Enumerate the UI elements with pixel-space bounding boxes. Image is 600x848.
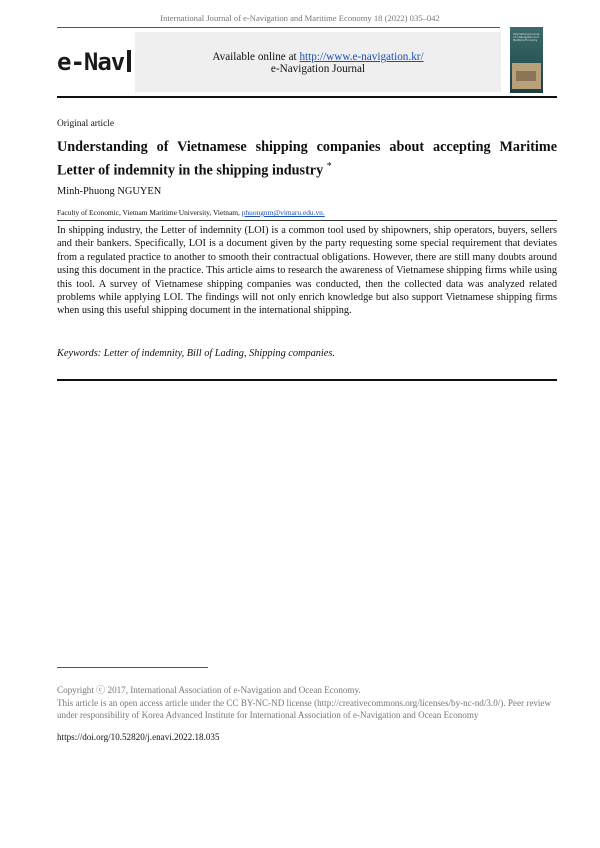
doi-link[interactable]: https://doi.org/10.52820/j.enavi.2022.18.035 (57, 732, 220, 742)
journal-cover-thumbnail (510, 27, 543, 93)
logo-text: e-Nav (57, 48, 125, 76)
copyright-notice: Copyright ⓒ 2017, International Association of e-Navigation and Ocean Economy. (57, 685, 361, 695)
author-name: Minh-Phuong NGUYEN (57, 186, 162, 197)
keywords: Keywords: Letter of indemnity, Bill of Lading, Shipping companies. (57, 348, 335, 359)
header-rule (57, 27, 500, 28)
license-notice: This article is an open access article under the CC BY-NC-ND license (http://creativecommons.org/licenses/by-nc-nd/3.0/). Peer review under responsibility of Korea Advanced Institute for International Association of e-Navigation and Ocean Economy (57, 698, 552, 720)
article-type: Original article (57, 119, 115, 129)
article-title (57, 137, 557, 181)
journal-website-link[interactable]: http://www.e-navigation.kr/ (299, 51, 424, 63)
journal-citation-line: International Journal of e-Navigation and Maritime Economy 18 (2022) 035–042 (160, 13, 440, 23)
footnote-rule (57, 667, 208, 668)
abstract-bottom-rule (57, 379, 557, 381)
abstract-text: In shipping industry, the Letter of indemnity (LOI) is a common tool used by shipowners, ship operators, buyers, sellers and their bankers. Specifically, LOI is a document given by the party requesting some special requirement that deviates from a regulated practice to another to smooth their contractual obligations. However, there are still many doubts around using this document in the practice. This article aims to research the awareness of Vietnamese shipping firms while using this tool. A survey of Vietnamese shipping companies was conducted, then the collected data was analyzed related problems while applying LOI. The findings will not only enrich knowledge but also support Vietnamese shipping firms when using this useful shipping document in the international shipping. (57, 225, 557, 317)
available-label: Available online at (212, 51, 300, 63)
availability-banner (135, 32, 501, 92)
affiliation-text: Faculty of Economic, Vietnam Maritime University, Vietnam, (57, 208, 242, 217)
article-title-text: Understanding of Vietnamese shipping companies about accepting Maritime Letter of indemnity in the shipping industry (57, 139, 557, 179)
cover-picture (512, 63, 541, 89)
header-thick-rule (57, 96, 557, 98)
author-affiliation (57, 208, 325, 217)
abstract-top-rule (57, 220, 557, 221)
journal-name: e-Navigation Journal (270, 63, 366, 75)
logo-bar-icon (127, 50, 131, 72)
title-footnote-mark: * (326, 161, 332, 172)
author-email-link[interactable]: phuongnm@vimaru.edu.vn. (241, 208, 325, 217)
journal-logo (57, 48, 131, 76)
cover-title: International Journal of e-Navigation and Maritime Economy (513, 33, 540, 43)
